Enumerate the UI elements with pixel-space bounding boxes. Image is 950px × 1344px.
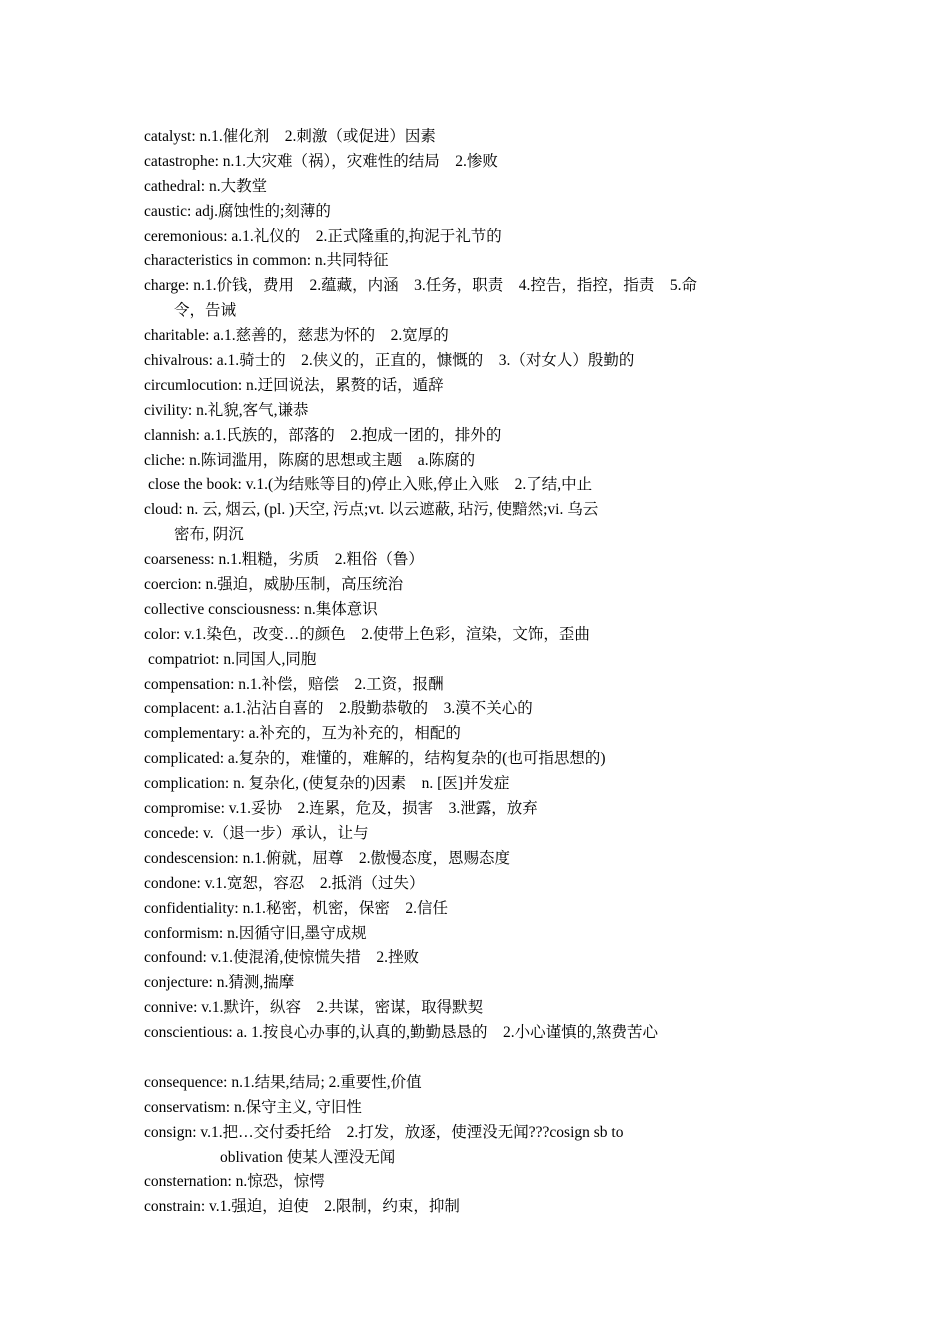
entry-concede: concede: v.（退一步）承认，让与: [144, 824, 369, 842]
entry-condone: condone: v.1.宽恕，容忍 2.抵消（过失）: [144, 874, 425, 892]
entry-confidentiality: confidentiality: n.1.秘密，机密，保密 2.信任: [144, 899, 448, 917]
entry-constrain: constrain: v.1.强迫，迫使 2.限制，约束，抑制: [144, 1198, 460, 1216]
entry-consign-continued: oblivation 使某人湮没无闻: [220, 1148, 396, 1166]
entry-catalyst: catalyst: n.1.催化剂 2.刺激（或促进）因素: [144, 128, 436, 145]
entry-cathedral: cathedral: n.大教堂: [144, 177, 268, 195]
entry-charitable: charitable: a.1.慈善的，慈悲为怀的 2.宽厚的: [144, 327, 449, 345]
entry-color: color: v.1.染色，改变…的颜色 2.使带上色彩，渲染，文饰，歪曲: [144, 625, 590, 643]
blank-line: [144, 1046, 784, 1071]
entry-clannish: clannish: a.1.氏族的，部落的 2.抱成一团的，排外的: [144, 426, 502, 444]
entry-characteristics-in-common: characteristics in common: n.共同特征: [144, 252, 389, 270]
entry-close-the-book: close the book: v.1.(为结账等目的)停止入账,停止入账 2.了结,中止: [148, 476, 593, 494]
entry-consequence: consequence: n.1.结果,结局; 2.重要性,价值: [144, 1073, 422, 1091]
entry-cliche: cliche: n.陈词滥用，陈腐的思想或主题 a.陈腐的: [144, 451, 476, 469]
entry-civility: civility: n.礼貌,客气,谦恭: [144, 401, 309, 419]
entry-condescension: condescension: n.1.俯就，屈尊 2.傲慢态度，恩赐态度: [144, 849, 510, 867]
entry-compensation: compensation: n.1.补偿，赔偿 2.工资，报酬: [144, 675, 444, 693]
entry-compromise: compromise: v.1.妥协 2.连累，危及，损害 3.泄露，放弃: [144, 800, 538, 818]
entry-conscientious: conscientious: a. 1.按良心办事的,认真的,勤勤恳恳的 2.小心谨慎的,煞费苦心: [144, 1024, 659, 1042]
entry-charge-continued: 令，告诫: [174, 302, 237, 320]
entry-consternation: consternation: n.惊恐，惊愕: [144, 1173, 325, 1191]
entry-conformism: conformism: n.因循守旧,墨守成规: [144, 924, 367, 942]
entry-complication: complication: n. 复杂化, (使复杂的)因素 n. [医]并发症: [144, 775, 510, 793]
entry-charge: charge: n.1.价钱，费用 2.蕴藏，内涵 3.任务，职责 4.控告，指控，指责 5.命: [144, 277, 697, 295]
entry-complacent: complacent: a.1.沾沾自喜的 2.殷勤恭敬的 3.漠不关心的: [144, 700, 533, 718]
entry-conservatism: conservatism: n.保守主义, 守旧性: [144, 1098, 362, 1116]
entry-compatriot: compatriot: n.同国人,同胞: [148, 650, 317, 668]
entry-cloud: cloud: n. 云, 烟云, (pl. )天空, 污点;vt. 以云遮蔽, 玷污, 使黯然;vi. 乌云: [144, 501, 599, 519]
entry-chivalrous: chivalrous: a.1.骑士的 2.侠义的，正直的，慷慨的 3.（对女人）殷勤的: [144, 352, 635, 370]
entry-confound: confound: v.1.使混淆,使惊慌失措 2.挫败: [144, 949, 419, 967]
entry-ceremonious: ceremonious: a.1.礼仪的 2.正式隆重的,拘泥于礼节的: [144, 227, 502, 245]
entry-conjecture: conjecture: n.猜测,揣摩: [144, 974, 295, 992]
entry-caustic: caustic: adj.腐蚀性的;刻薄的: [144, 202, 331, 220]
entry-coercion: coercion: n.强迫，威胁压制，高压统治: [144, 576, 404, 594]
entry-consign: consign: v.1.把…交付委托给 2.打发，放逐，使湮没无闻???cosign sb to: [144, 1123, 624, 1141]
entry-connive: connive: v.1.默许，纵容 2.共谋，密谋，取得默契: [144, 999, 484, 1017]
entry-complicated: complicated: a.复杂的，难懂的，难解的，结构复杂的(也可指思想的): [144, 750, 606, 768]
vocabulary-list: [144, 125, 784, 1220]
entry-circumlocution: circumlocution: n.迂回说法，累赘的话，遁辞: [144, 376, 444, 394]
entry-coarseness: coarseness: n.1.粗糙，劣质 2.粗俗（鲁）: [144, 551, 424, 569]
entry-complementary: complementary: a.补充的，互为补充的，相配的: [144, 725, 461, 743]
entry-collective-consciousness: collective consciousness: n.集体意识: [144, 600, 378, 618]
entry-cloud-continued: 密布, 阴沉: [174, 526, 244, 544]
entry-catastrophe: catastrophe: n.1.大灾难（祸），灾难性的结局 2.惨败: [144, 152, 498, 170]
